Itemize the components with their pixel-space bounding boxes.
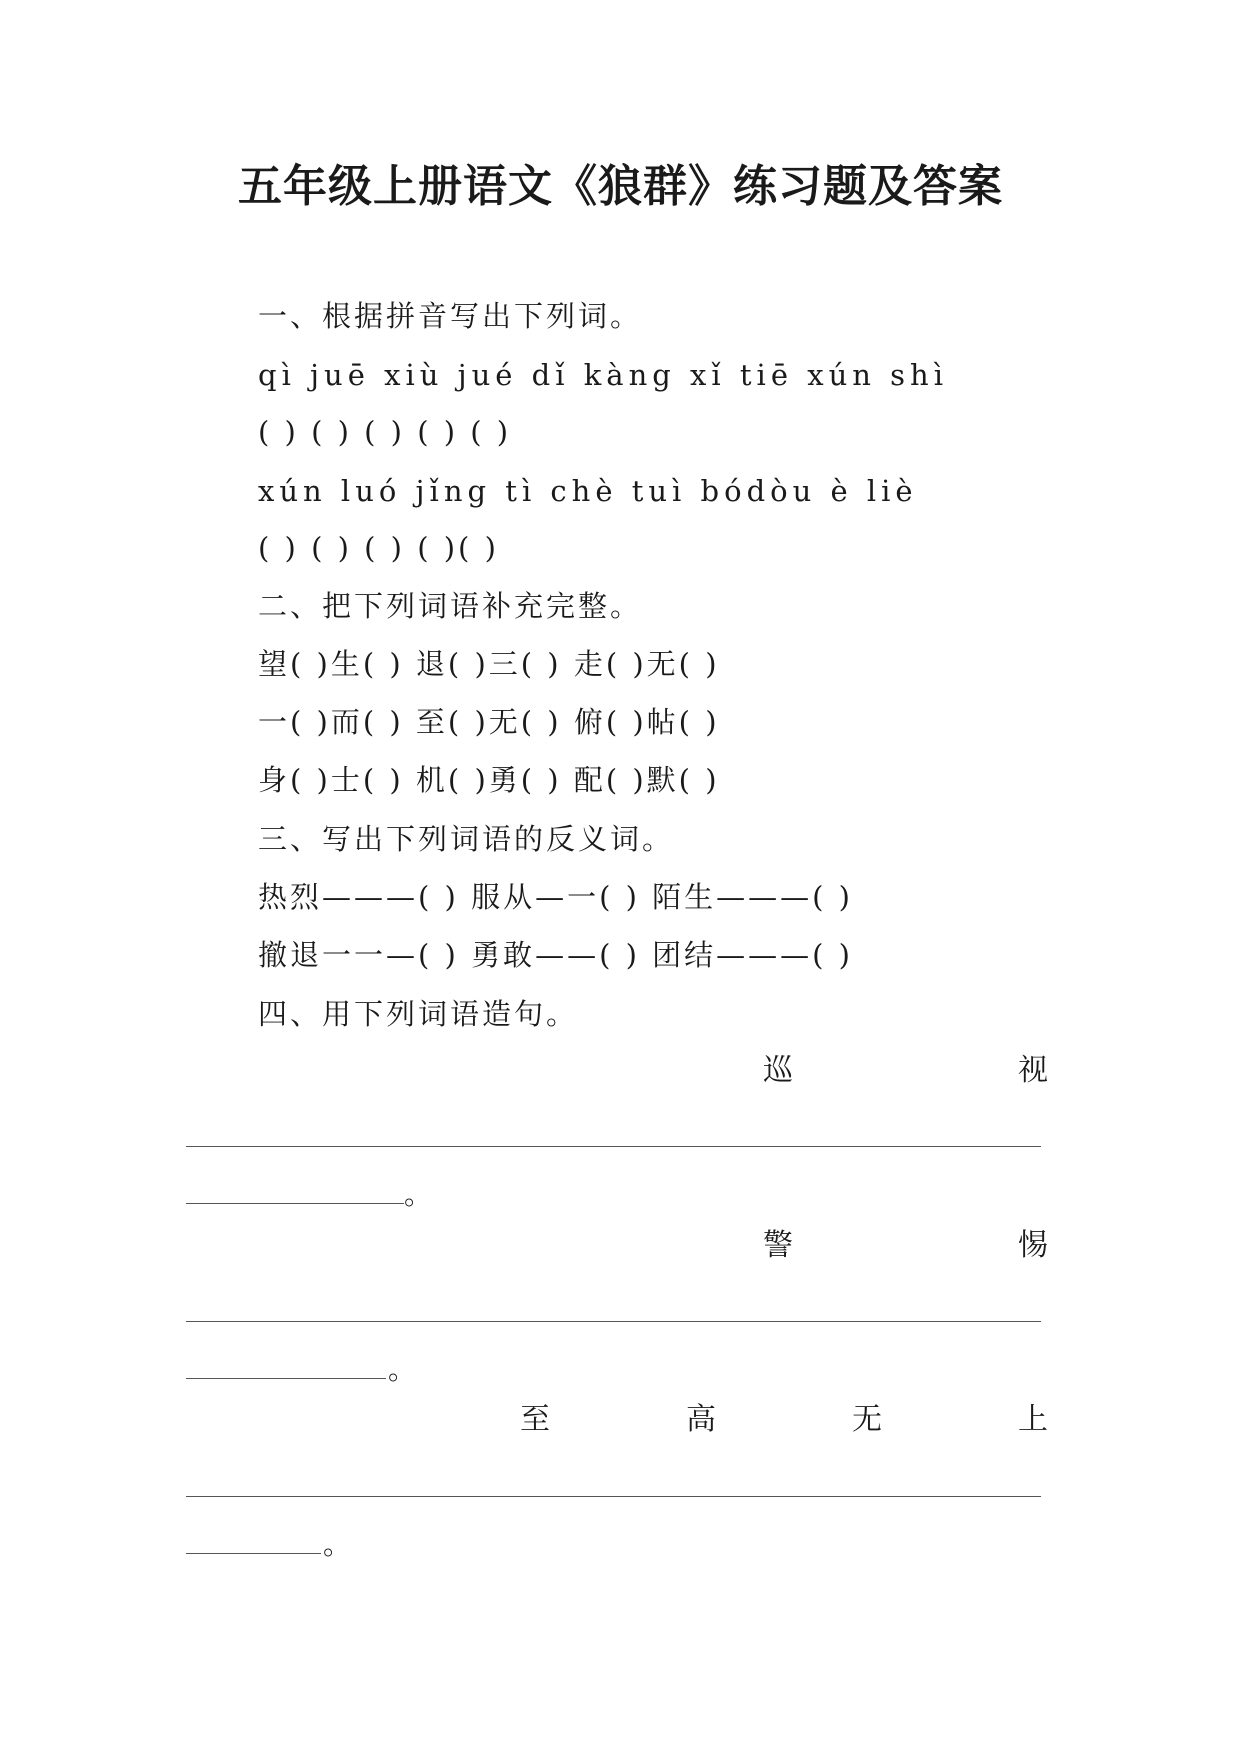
pinyin-row-1: qì juē xiù jué dǐ kàng xǐ tiē xún shì bbox=[258, 358, 948, 392]
idiom-row-3[interactable]: 身( )士( ) 机( )勇( ) 配( )默( ) bbox=[258, 763, 720, 797]
word-char: 高 bbox=[686, 1402, 716, 1437]
word-char: 惕 bbox=[1018, 1228, 1048, 1263]
pinyin-row-2: xún luó jǐng tì chè tuì bódòu è liè bbox=[258, 474, 918, 508]
answer-line[interactable] bbox=[186, 1553, 321, 1554]
sentence-period: 。 bbox=[388, 1353, 417, 1386]
sentence-period: 。 bbox=[404, 1178, 433, 1211]
sentence-period: 。 bbox=[323, 1528, 352, 1561]
word-char: 巡 bbox=[763, 1053, 793, 1088]
answer-blanks-row-2[interactable]: ( ) ( ) ( ) ( )( ) bbox=[258, 531, 499, 565]
section3-heading: 三、写出下列词语的反义词。 bbox=[258, 822, 675, 856]
sentence-word-2 bbox=[258, 1228, 1048, 1264]
answer-line[interactable] bbox=[186, 1496, 1041, 1497]
word-char: 至 bbox=[520, 1402, 550, 1437]
answer-line[interactable] bbox=[186, 1378, 386, 1379]
page-title: 五年级上册语文《狼群》练习题及答案 bbox=[238, 161, 1003, 212]
idiom-row-2[interactable]: 一( )而( ) 至( )无( ) 俯( )帖( ) bbox=[258, 705, 720, 739]
answer-line[interactable] bbox=[186, 1203, 404, 1204]
answer-line[interactable] bbox=[186, 1321, 1041, 1322]
word-char: 上 bbox=[1018, 1402, 1048, 1437]
word-char: 视 bbox=[1018, 1053, 1048, 1088]
sentence-word-3 bbox=[520, 1402, 1048, 1438]
section2-heading: 二、把下列词语补充完整。 bbox=[258, 589, 643, 623]
antonym-row-2[interactable]: 撤退一一—( ) 勇敢——( ) 团结———( ) bbox=[258, 938, 853, 972]
sentence-word-1 bbox=[258, 1053, 1048, 1089]
idiom-row-1[interactable]: 望( )生( ) 退( )三( ) 走( )无( ) bbox=[258, 647, 720, 681]
answer-line[interactable] bbox=[186, 1146, 1041, 1147]
antonym-row-1[interactable]: 热烈———( ) 服从—一( ) 陌生———( ) bbox=[258, 880, 853, 914]
section1-heading: 一、根据拼音写出下列词。 bbox=[258, 299, 643, 333]
word-char: 无 bbox=[852, 1402, 882, 1437]
word-char: 警 bbox=[763, 1228, 793, 1263]
section4-heading: 四、用下列词语造句。 bbox=[258, 997, 579, 1031]
answer-blanks-row-1[interactable]: ( ) ( ) ( ) ( ) ( ) bbox=[258, 415, 512, 449]
